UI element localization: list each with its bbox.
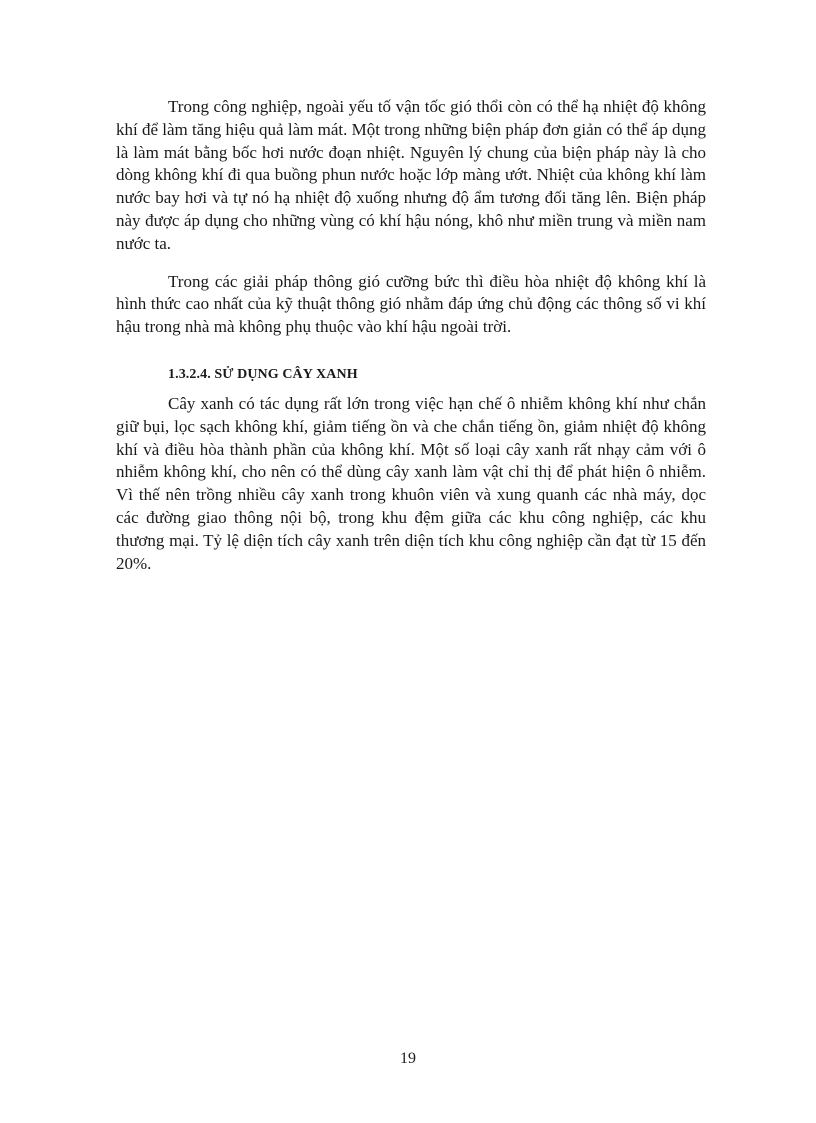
paragraph-air-conditioning: Trong các giải pháp thông gió cưỡng bức thì điều hòa nhiệt độ không khí là hình thức cao nhất của kỹ thuật thông gió nhằm đáp ứng chủ động các thông số vi khí hậu trong nhà mà không phụ thuộc vào khí hậu ngoài trời. — [116, 271, 706, 337]
paragraph-green-trees: Cây xanh có tác dụng rất lớn trong việc hạn chế ô nhiễm không khí như chắn giữ bụi, lọc sạch không khí, giảm tiếng ồn và che chắn tiếng ồn, giảm nhiệt độ không khí và điều hòa thành phần của không khí. Một số loại cây xanh rất nhạy cảm với ô nhiễm không khí, cho nên có thể dùng cây xanh làm vật chỉ thị để phát hiện ô nhiễm. Vì thế nên trồng nhiều cây xanh trong khuôn viên và xung quanh các nhà máy, dọc các đường giao thông nội bộ, trong khu đệm giữa các khu công nghiệp, các khu thương mại. Tỷ lệ diện tích cây xanh trên diện tích khu công nghiệp cần đạt từ 15 đến 20%. — [116, 393, 706, 573]
section-heading: 1.3.2.4. SỬ DỤNG CÂY XANH — [168, 366, 358, 382]
paragraph-evaporative-cooling: Trong công nghiệp, ngoài yếu tố vận tốc gió thổi còn có thể hạ nhiệt độ không khí để làm tăng hiệu quả làm mát. Một trong những biện pháp đơn giản có thể áp dụng là làm mát bằng bốc hơi nước đoạn nhiệt. Nguyên lý chung của biện pháp này là cho dòng không khí đi qua buồng phun nước hoặc lớp màng ướt. Nhiệt của không khí làm nước bay hơi và tự nó hạ nhiệt độ xuống nhưng độ ẩm tương đối tăng lên. Biện pháp này được áp dụng cho những vùng có khí hậu nóng, khô như miền trung và miền nam nước ta. — [116, 97, 706, 253]
document-page — [116, 96, 706, 575]
page-number: 19 — [400, 1050, 416, 1067]
